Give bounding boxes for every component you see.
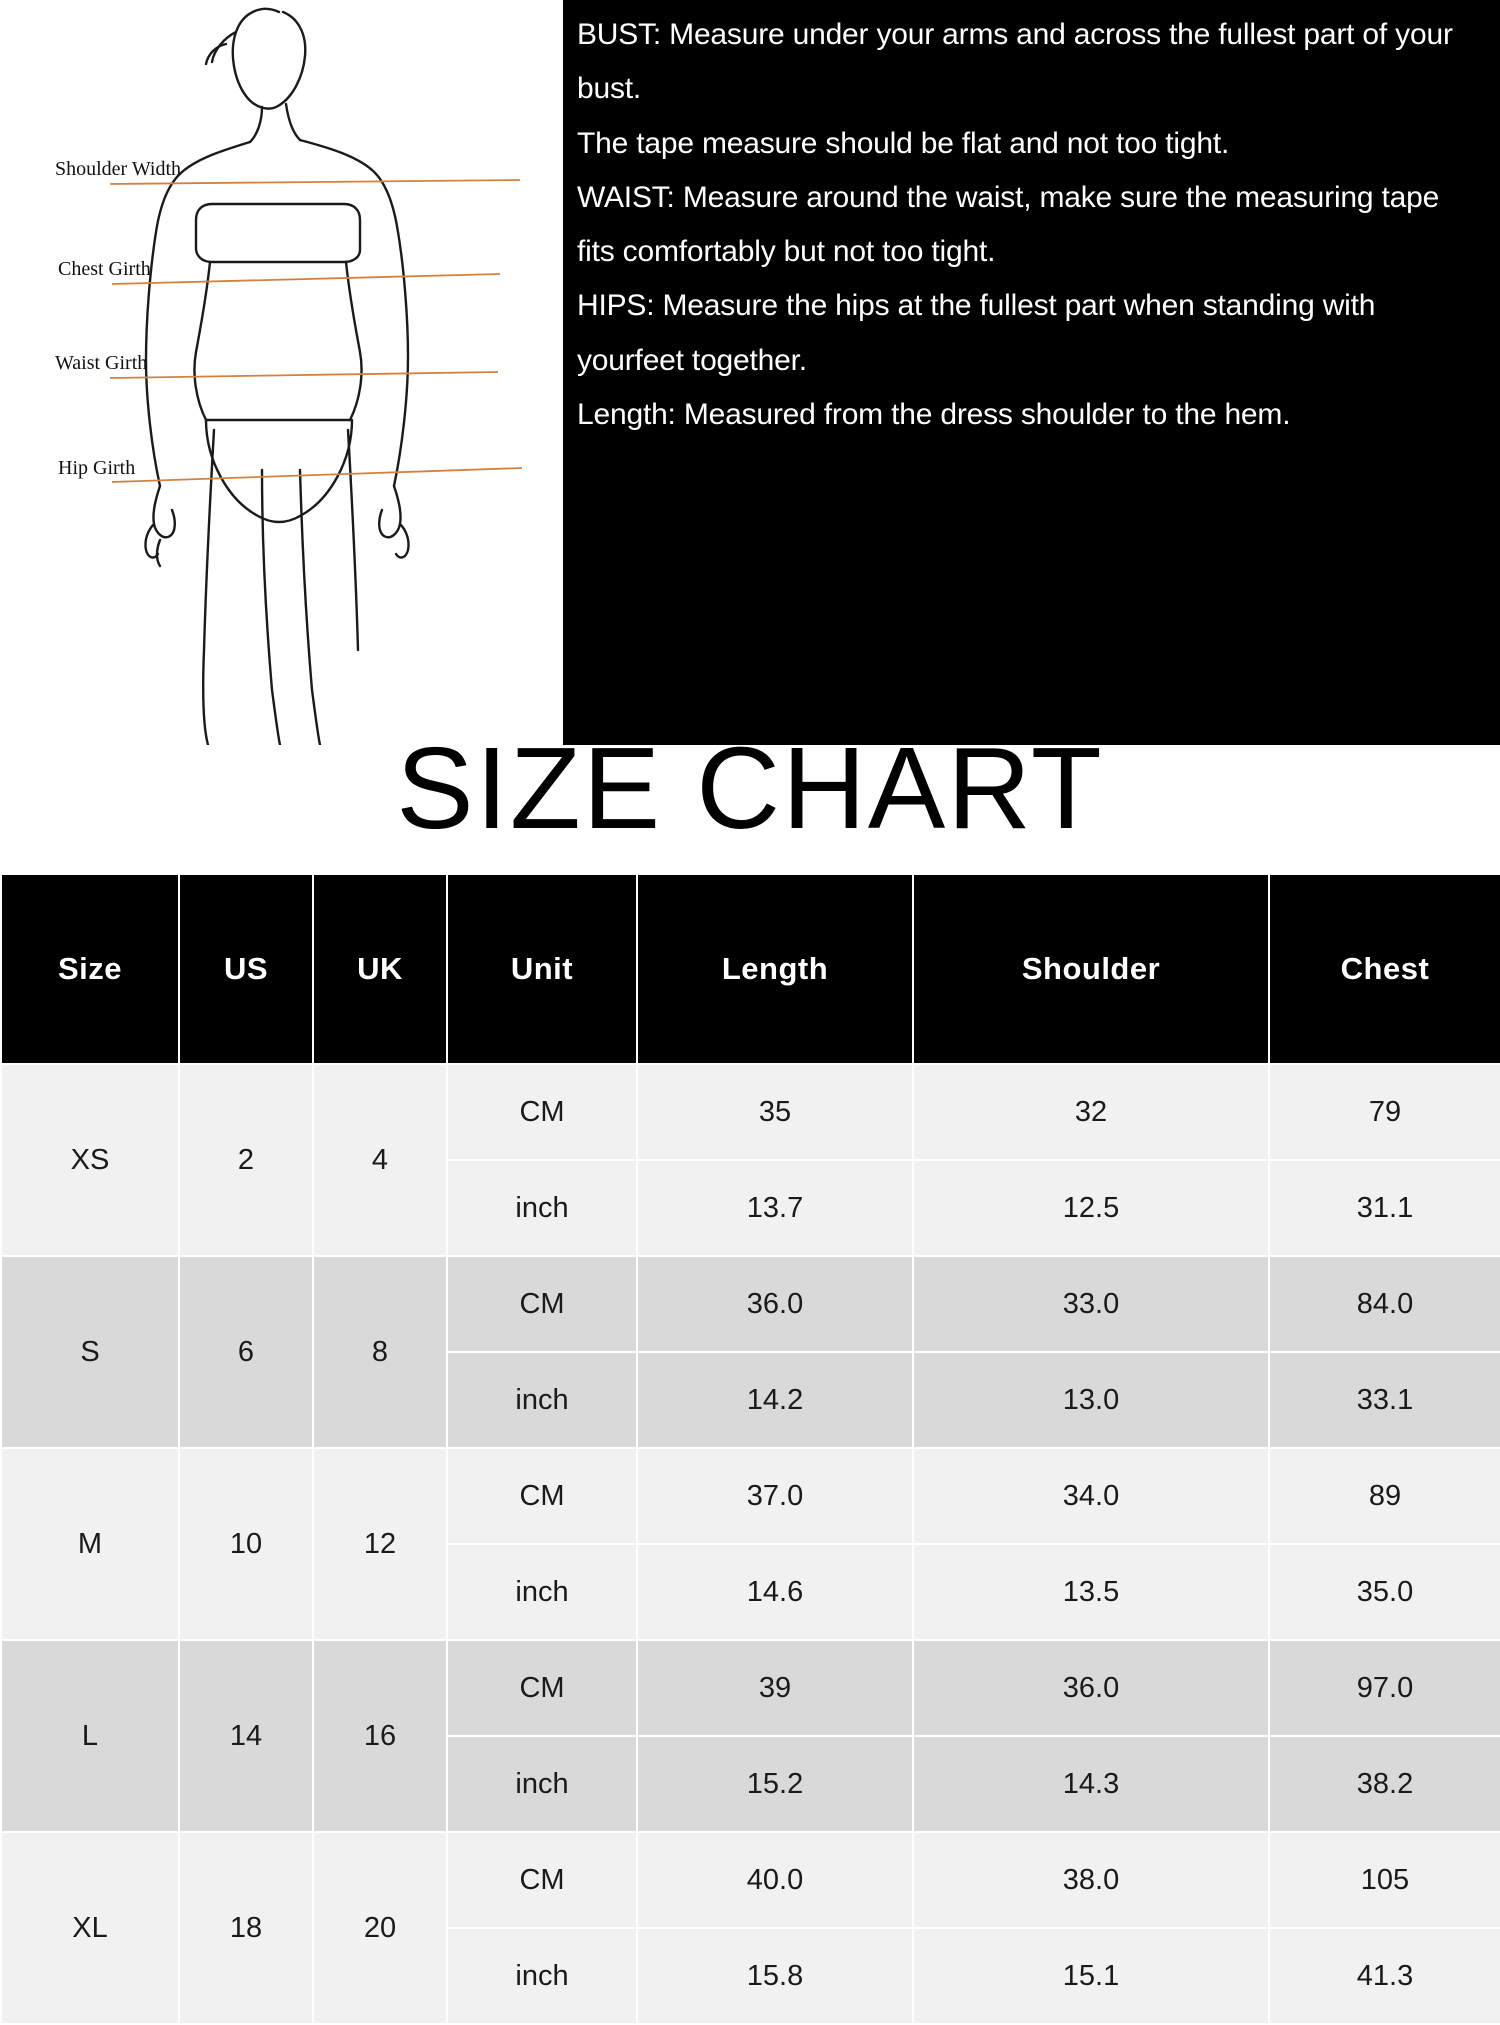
cell-us: 6 <box>179 1256 313 1448</box>
cell-unit: inch <box>447 1352 637 1448</box>
cell-chest: 35.0 <box>1269 1544 1500 1640</box>
table-row <box>1 1640 1500 1736</box>
cell-length: 35 <box>637 1064 913 1160</box>
cell-length: 39 <box>637 1640 913 1736</box>
cell-unit: inch <box>447 1736 637 1832</box>
cell-size: XL <box>1 1832 179 2024</box>
cell-uk: 20 <box>313 1832 447 2024</box>
cell-shoulder: 13.0 <box>913 1352 1269 1448</box>
cell-unit: CM <box>447 1832 637 1928</box>
th-unit: Unit <box>447 874 637 1064</box>
cell-length: 40.0 <box>637 1832 913 1928</box>
instruction-waist: WAIST: Measure around the waist, make sure the measuring tape fits comfortably but not too tight. <box>577 180 1440 269</box>
table-header <box>1 874 1500 1064</box>
cell-unit: CM <box>447 1064 637 1160</box>
cell-length: 37.0 <box>637 1448 913 1544</box>
instruction-hips: HIPS: Measure the hips at the fullest part when standing with yourfeet together. <box>577 289 1376 377</box>
label-chest-girth: Chest Girth <box>58 258 151 280</box>
table-row <box>1 1832 1500 1928</box>
cell-uk: 12 <box>313 1448 447 1640</box>
cell-size: L <box>1 1640 179 1832</box>
cell-size: M <box>1 1448 179 1640</box>
table-row <box>1 1448 1500 1544</box>
th-size: Size <box>1 874 179 1064</box>
cell-shoulder: 32 <box>913 1064 1269 1160</box>
cell-chest: 79 <box>1269 1064 1500 1160</box>
title-bar <box>0 723 1500 865</box>
cell-chest: 89 <box>1269 1448 1500 1544</box>
cell-shoulder: 13.5 <box>913 1544 1269 1640</box>
instruction-length: Length: Measured from the dress shoulder to the hem. <box>577 398 1291 432</box>
cell-shoulder: 15.1 <box>913 1928 1269 2024</box>
cell-unit: inch <box>447 1160 637 1256</box>
cell-us: 18 <box>179 1832 313 2024</box>
cell-chest: 41.3 <box>1269 1928 1500 2024</box>
cell-shoulder: 14.3 <box>913 1736 1269 1832</box>
th-chest: Chest <box>1269 874 1500 1064</box>
th-uk: UK <box>313 874 447 1064</box>
table-body <box>1 1064 1500 2024</box>
instruction-tape: The tape measure should be flat and not too tight. <box>577 126 1230 160</box>
th-us: US <box>179 874 313 1064</box>
cell-length: 14.2 <box>637 1352 913 1448</box>
cell-us: 10 <box>179 1448 313 1640</box>
cell-us: 14 <box>179 1640 313 1832</box>
table-row <box>1 1256 1500 1352</box>
cell-length: 14.6 <box>637 1544 913 1640</box>
label-hip-girth: Hip Girth <box>58 457 136 479</box>
body-figure-panel <box>0 0 563 745</box>
cell-uk: 4 <box>313 1064 447 1256</box>
cell-shoulder: 34.0 <box>913 1448 1269 1544</box>
table-header-row <box>1 874 1500 1064</box>
cell-shoulder: 38.0 <box>913 1832 1269 1928</box>
th-length: Length <box>637 874 913 1064</box>
cell-uk: 8 <box>313 1256 447 1448</box>
cell-length: 36.0 <box>637 1256 913 1352</box>
cell-size: XS <box>1 1064 179 1256</box>
chest-measure-line <box>112 274 500 284</box>
cell-unit: inch <box>447 1928 637 2024</box>
size-chart-table-wrapper <box>0 873 1500 2025</box>
cell-chest: 97.0 <box>1269 1640 1500 1736</box>
top-section <box>0 0 1500 745</box>
page-title: SIZE CHART <box>396 723 1104 853</box>
hip-measure-line <box>112 468 522 482</box>
cell-chest: 31.1 <box>1269 1160 1500 1256</box>
label-shoulder-width: Shoulder Width <box>55 158 182 180</box>
label-waist-girth: Waist Girth <box>55 352 148 374</box>
cell-length: 15.2 <box>637 1736 913 1832</box>
cell-shoulder: 36.0 <box>913 1640 1269 1736</box>
table-row <box>1 1064 1500 1160</box>
instruction-bust: BUST: Measure under your arms and across the fullest part of your bust. <box>577 18 1453 106</box>
measurement-instructions-panel <box>563 0 1500 745</box>
cell-unit: inch <box>447 1544 637 1640</box>
cell-chest: 105 <box>1269 1832 1500 1928</box>
cell-size: S <box>1 1256 179 1448</box>
cell-chest: 33.1 <box>1269 1352 1500 1448</box>
th-shoulder: Shoulder <box>913 874 1269 1064</box>
cell-us: 2 <box>179 1064 313 1256</box>
cell-unit: CM <box>447 1256 637 1352</box>
waist-measure-line <box>110 372 498 378</box>
cell-chest: 84.0 <box>1269 1256 1500 1352</box>
cell-uk: 16 <box>313 1640 447 1832</box>
cell-shoulder: 33.0 <box>913 1256 1269 1352</box>
cell-shoulder: 12.5 <box>913 1160 1269 1256</box>
cell-length: 13.7 <box>637 1160 913 1256</box>
cell-unit: CM <box>447 1448 637 1544</box>
cell-length: 15.8 <box>637 1928 913 2024</box>
cell-unit: CM <box>447 1640 637 1736</box>
size-chart-table <box>0 873 1500 2025</box>
cell-chest: 38.2 <box>1269 1736 1500 1832</box>
